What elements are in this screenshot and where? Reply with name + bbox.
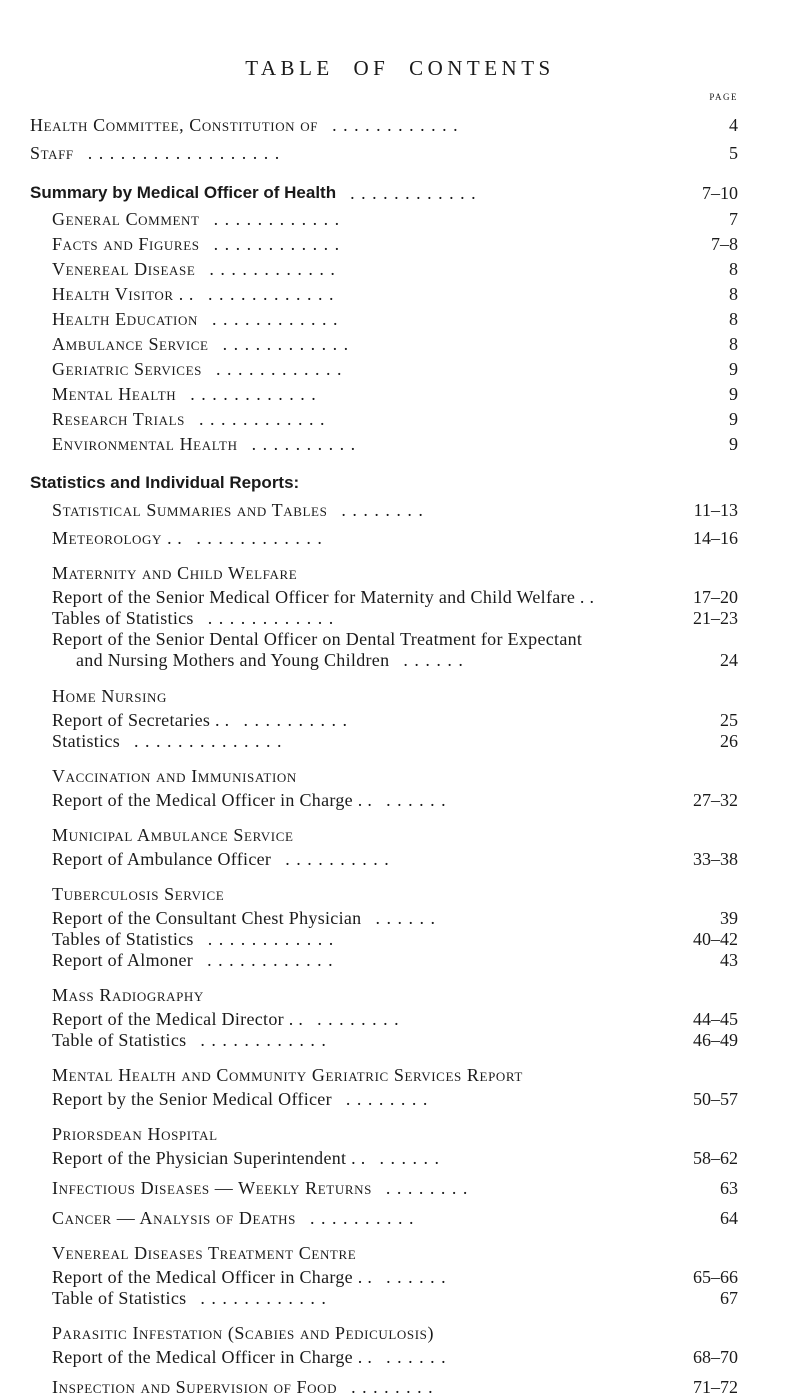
- entry-title: Report of the Senior Medical Officer for Maternity and Child Welfare . .: [52, 587, 595, 607]
- page-title: TABLE OF CONTENTS: [245, 56, 555, 80]
- entry-page-number: 8: [729, 334, 738, 354]
- entry-title: Cancer — Analysis of Deaths: [52, 1208, 296, 1228]
- entry-title: Report of Ambulance Officer: [52, 849, 272, 869]
- entry-page-number: 71–72: [693, 1377, 738, 1397]
- entry-title: Statistical Summaries and Tables: [52, 500, 328, 520]
- entry-title: Report of the Senior Dental Officer on Dental Treatment for Expectant: [52, 629, 583, 649]
- leader-dots: . . . . . . . . . . . .: [350, 183, 477, 203]
- entry-page-number: 43: [720, 950, 738, 970]
- entry-title: Tables of Statistics: [52, 608, 194, 628]
- entry-title: Report by the Senior Medical Officer: [52, 1089, 332, 1109]
- entry-page-number: 68–70: [693, 1347, 738, 1367]
- leader-dots: . . . . . . . . . .: [309, 1208, 415, 1228]
- leader-dots: . . . . . . . .: [385, 1178, 469, 1198]
- entry-title: Report of the Medical Officer in Charge . .: [52, 1347, 373, 1367]
- entry-title: Health Visitor . .: [52, 284, 195, 304]
- leader-dots: . . . . . . . . . . . .: [215, 359, 343, 379]
- leader-dots: . . . . . . . . . . . . . . . . . .: [87, 143, 281, 163]
- leader-dots: . . . . . . . . . . . .: [196, 528, 323, 548]
- entry-title: Maternity and Child Welfare: [52, 563, 298, 583]
- entry-page-number: 64: [720, 1208, 738, 1228]
- entry-page-number: 7–8: [711, 234, 738, 254]
- entry-title: and Nursing Mothers and Young Children: [76, 650, 390, 670]
- entry-page-number: 8: [729, 309, 738, 329]
- leader-dots: . . . . . . . . . . . .: [332, 115, 459, 135]
- entry-page-number: 44–45: [693, 1009, 738, 1029]
- entry-title: Venereal Disease: [52, 259, 196, 279]
- entry-page-number: 9: [729, 384, 738, 404]
- entry-page-number: 25: [720, 710, 738, 730]
- entry-title: Health Committee, Constitution of: [30, 115, 319, 135]
- entry-page-number: 14–16: [693, 528, 738, 548]
- leader-dots: . . . . . . . . . . . .: [213, 209, 341, 229]
- entry-title: Environmental Health: [52, 434, 238, 454]
- entry-page-number: 24: [720, 650, 738, 670]
- leader-dots: . . . . . . . .: [345, 1089, 429, 1109]
- entry-page-number: 17–20: [693, 587, 738, 607]
- entry-title: Mass Radiography: [52, 985, 204, 1005]
- entry-title: Meteorology . .: [52, 528, 183, 548]
- entry-title: Report of the Medical Director . .: [52, 1009, 304, 1029]
- entry-title: Infectious Diseases — Weekly Returns: [52, 1178, 372, 1198]
- entry-page-number: 26: [720, 731, 738, 751]
- entry-title: Venereal Diseases Treatment Centre: [52, 1243, 357, 1263]
- entry-page-number: 27–32: [693, 790, 738, 810]
- entry-title: Mental Health and Community Geriatric Services Report: [52, 1065, 523, 1085]
- entry-title: Tuberculosis Service: [52, 884, 225, 904]
- entry-page-number: 65–66: [693, 1267, 738, 1287]
- entry-title: Report of the Medical Officer in Charge . .: [52, 790, 373, 810]
- entry-title: Priorsdean Hospital: [52, 1124, 218, 1144]
- entry-title: Health Education: [52, 309, 198, 329]
- entry-title: Municipal Ambulance Service: [52, 825, 294, 845]
- leader-dots: . . . . . .: [375, 908, 436, 928]
- entry-title: Table of Statistics: [52, 1030, 187, 1050]
- leader-dots: . . . . . . . . . . . .: [190, 384, 317, 404]
- entry-page-number: 9: [729, 359, 738, 379]
- entry-title: Home Nursing: [52, 686, 167, 706]
- entry-page-number: 46–49: [693, 1030, 738, 1050]
- entry-title: Mental Health: [52, 384, 177, 404]
- entry-title: Statistics and Individual Reports:: [30, 473, 300, 492]
- leader-dots: . . . . . .: [386, 790, 447, 810]
- leader-dots: . . . . . . . . . .: [251, 434, 357, 454]
- leader-dots: . . . . . .: [403, 650, 464, 670]
- entry-title: Report of Secretaries . .: [52, 710, 230, 730]
- leader-dots: . . . . . . . . . . . .: [207, 929, 335, 949]
- leader-dots: . . . . . . . . . . . .: [208, 284, 335, 304]
- entry-title: Parasitic Infestation (Scabies and Pediculosis): [52, 1323, 435, 1343]
- leader-dots: . . . . . . . . . .: [243, 710, 348, 730]
- page-column-label: page: [709, 88, 738, 103]
- entry-title: Table of Statistics: [52, 1288, 187, 1308]
- leader-dots: . . . . . . . . . . . . . .: [134, 731, 283, 751]
- entry-page-number: 58–62: [693, 1148, 738, 1168]
- entry-title: Statistics: [52, 731, 121, 751]
- entry-title: Summary by Medical Officer of Health: [30, 183, 337, 202]
- leader-dots: . . . . . . . . . . . .: [222, 334, 350, 354]
- entry-title: Inspection and Supervision of Food: [52, 1377, 338, 1397]
- entry-page-number: 21–23: [693, 608, 738, 628]
- entry-page-number: 8: [729, 259, 738, 279]
- entry-page-number: 67: [720, 1288, 738, 1308]
- entry-page-number: 9: [729, 409, 738, 429]
- leader-dots: . . . . . . . . . . . .: [213, 234, 341, 254]
- entry-title: Geriatric Services: [52, 359, 202, 379]
- entry-title: Report of Almoner: [52, 950, 194, 970]
- entry-title: Vaccination and Immunisation: [52, 766, 297, 786]
- leader-dots: . . . . . . . .: [317, 1009, 400, 1029]
- entry-title: Staff: [30, 143, 74, 163]
- entry-page-number: 39: [720, 908, 738, 928]
- entry-title: Report of the Medical Officer in Charge . .: [52, 1267, 373, 1287]
- entry-page-number: 8: [729, 284, 738, 304]
- leader-dots: . . . . . . . . . . . .: [200, 1030, 327, 1050]
- leader-dots: . . . . . . . . . . . .: [200, 1288, 327, 1308]
- entry-page-number: 40–42: [693, 929, 738, 949]
- entry-title: Facts and Figures: [52, 234, 200, 254]
- entry-page-number: 4: [729, 115, 738, 135]
- leader-dots: . . . . . . . . . . . .: [198, 409, 326, 429]
- leader-dots: . . . . . . . . . . . .: [207, 608, 335, 628]
- entry-page-number: 9: [729, 434, 738, 454]
- leader-dots: . . . . . .: [386, 1347, 447, 1367]
- entry-title: Report of the Consultant Chest Physician: [52, 908, 362, 928]
- leader-dots: . . . . . . . . . .: [285, 849, 390, 869]
- entry-page-number: 63: [720, 1178, 738, 1198]
- entry-page-number: 5: [729, 143, 738, 163]
- entry-title: Ambulance Service: [52, 334, 209, 354]
- leader-dots: . . . . . . . .: [341, 500, 424, 520]
- entry-page-number: 50–57: [693, 1089, 738, 1109]
- leader-dots: . . . . . . . . . . . .: [207, 950, 334, 970]
- entry-title: General Comment: [52, 209, 200, 229]
- entry-title: Research Trials: [52, 409, 185, 429]
- entry-title: Tables of Statistics: [52, 929, 194, 949]
- leader-dots: . . . . . .: [386, 1267, 447, 1287]
- entry-page-number: 7–10: [702, 183, 738, 203]
- leader-dots: . . . . . . . . . . . .: [209, 259, 336, 279]
- leader-dots: . . . . . . . .: [351, 1377, 434, 1397]
- leader-dots: . . . . . . . . . . . .: [211, 309, 339, 329]
- entry-page-number: 33–38: [693, 849, 738, 869]
- leader-dots: . . . . . .: [379, 1148, 441, 1168]
- entry-page-number: 11–13: [693, 500, 738, 520]
- entry-page-number: 7: [729, 209, 738, 229]
- entry-title: Report of the Physician Superintendent . .: [52, 1148, 366, 1168]
